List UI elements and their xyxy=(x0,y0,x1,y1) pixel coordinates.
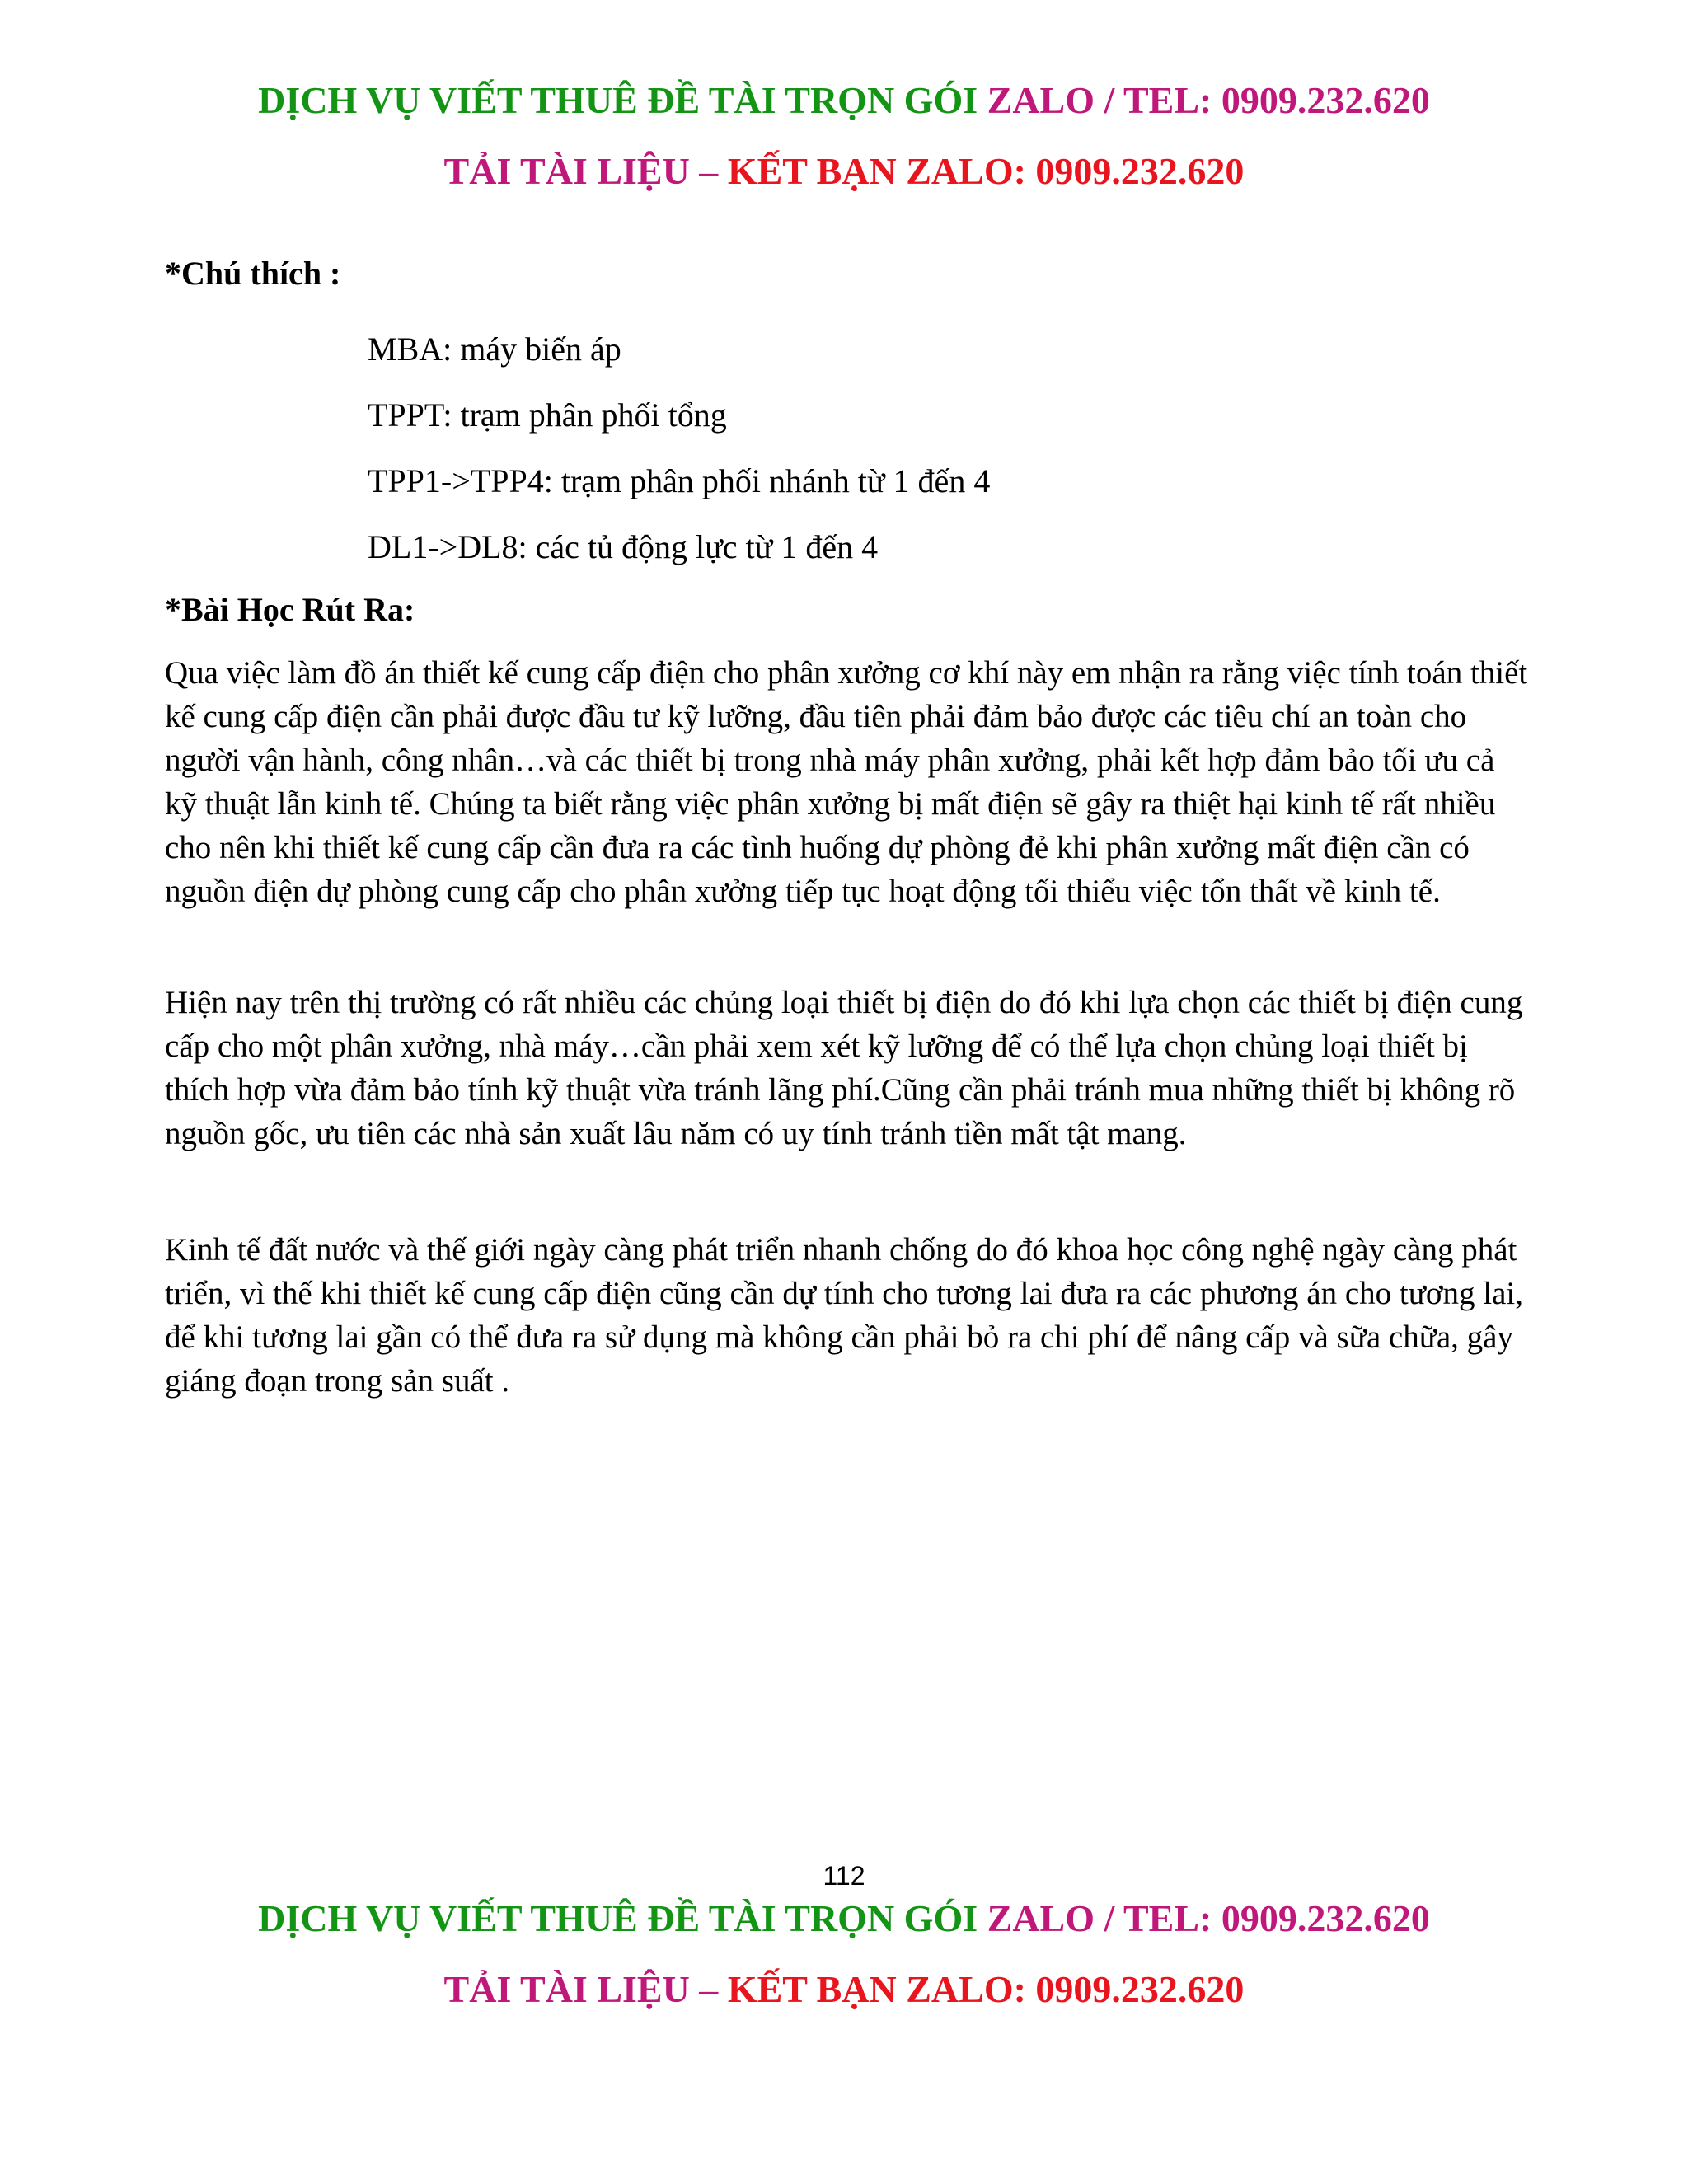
note-item-tppt: TPPT: trạm phân phối tổng xyxy=(368,396,727,434)
lessons-heading: *Bài Học Rút Ra: xyxy=(165,591,415,628)
footer-service-text: DỊCH VỤ VIẾT THUÊ ĐỀ TÀI TRỌN GÓI xyxy=(258,1897,987,1939)
lesson-paragraph: Qua việc làm đồ án thiết kế cung cấp điện cho phân xưởng cơ khí này em nhận ra rằng việc tính toán thiết kế cung cấp điện cần phải được đầu tư kỹ lưỡng, đầu tiên phải đảm bảo được các tiêu chí an toàn cho người vận hành, công nhân…và các thiết bị trong nhà máy phân xưởng, phải kết hợp đảm bảo tối ưu cả kỹ thuật lẫn kinh tế. Chúng ta biết rằng việc phân xưởng bị mất điện sẽ gây ra thiệt hại kinh tế rất nhiều cho nên khi thiết kế cung cấp cần đưa ra các tình huống dự phòng đẻ khi phân xưởng mất điện cần có nguồn điện dự phòng cung cấp cho phân xưởng tiếp tục hoạt động tối thiểu việc tổn thất về kinh tế. xyxy=(165,655,1528,909)
lesson-paragraph: Kinh tế đất nước và thế giới ngày càng phát triển nhanh chống do đó khoa học công nghệ ngày càng phát triển, vì thế khi thiết kế cung cấp điện cũng cần dự tính cho tương lai đưa ra các phương án cho tương lai, để khi tương lai gần có thể đưa ra sử dụng mà không cần phải bỏ ra chi phí để nâng cấp và sữa chữa, gây giáng đoạn trong sản suất . xyxy=(165,1232,1523,1399)
footer-download-banner xyxy=(0,1965,1688,2014)
lesson-paragraph: Hiện nay trên thị trường có rất nhiều các chủng loại thiết bị điện do đó khi lựa chọn các thiết bị điện cung cấp cho một phân xưởng, nhà máy…cần phải xem xét kỹ lưỡng để có thể lựa chọn chủng loại thiết bị thích hợp vừa đảm bảo tính kỹ thuật vừa tránh lãng phí.Cũng cần phải tránh mua những thiết bị không rõ nguồn gốc, ưu tiên các nhà sản xuất lâu năm có uy tính tránh tiền mất tật mang. xyxy=(165,985,1523,1151)
header-zalo-text: KẾT BẠN ZALO: 0909.232.620 xyxy=(727,150,1245,192)
header-service-banner xyxy=(0,76,1688,125)
note-item-tpp: TPP1->TPP4: trạm phân phối nhánh từ 1 đến 4 xyxy=(368,462,991,499)
footer-service-banner xyxy=(0,1894,1688,1943)
header-service-text: DỊCH VỤ VIẾT THUÊ ĐỀ TÀI TRỌN GÓI xyxy=(258,79,987,121)
header-download-text: TẢI TÀI LIỆU – xyxy=(443,150,728,192)
footer-download-text: TẢI TÀI LIỆU – xyxy=(443,1968,728,2010)
note-item-mba: MBA: máy biến áp xyxy=(368,330,621,368)
footer-zalo-text: KẾT BẠN ZALO: 0909.232.620 xyxy=(727,1968,1245,2010)
notes-heading: *Chú thích : xyxy=(165,255,341,292)
header-contact-text: ZALO / TEL: 0909.232.620 xyxy=(987,79,1430,121)
header-download-banner xyxy=(0,147,1688,196)
page-number: 112 xyxy=(823,1861,865,1891)
notes-list xyxy=(368,316,990,580)
footer-contact-text: ZALO / TEL: 0909.232.620 xyxy=(987,1897,1430,1939)
note-item-dl: DL1->DL8: các tủ động lực từ 1 đến 4 xyxy=(368,528,879,565)
